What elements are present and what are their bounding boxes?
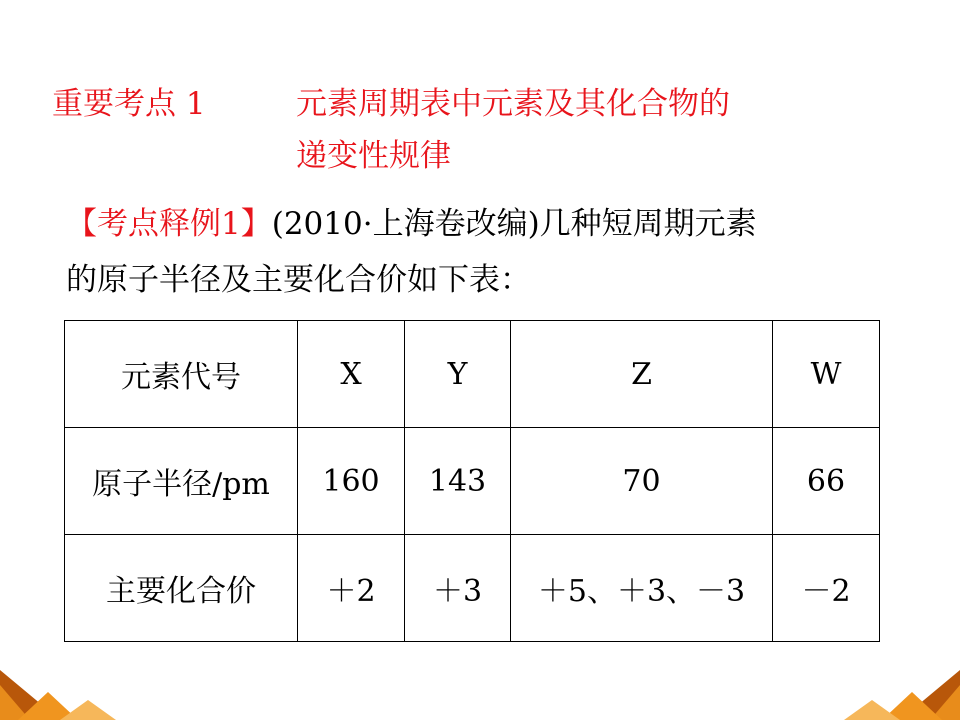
example-paragraph-line1 [66, 202, 757, 246]
table-row [65, 321, 880, 428]
element-table [64, 320, 880, 642]
table-cell: 主要化合价 [65, 535, 298, 642]
corner-decoration-right [810, 630, 960, 720]
table-cell: ＋2 [298, 535, 405, 642]
table-cell: 原子半径/pm [65, 428, 298, 535]
example-text-line2: 的原子半径及主要化合价如下表： [66, 262, 531, 298]
example-text-line1: (2010·上海卷改编)几种短周期元素 [271, 206, 757, 242]
table-cell: 70 [511, 428, 773, 535]
table-cell: 160 [298, 428, 405, 535]
table-row [65, 535, 880, 642]
table-cell: ＋5、＋3、－3 [511, 535, 773, 642]
table-cell: 143 [405, 428, 511, 535]
table-cell: Z [511, 321, 773, 428]
table-cell: ＋3 [405, 535, 511, 642]
table-cell: X [298, 321, 405, 428]
heading-title-line2: 递变性规律 [296, 138, 451, 174]
heading-title-line1: 元素周期表中元素及其化合物的 [296, 86, 730, 122]
example-tag: 【考点释例1】 [66, 206, 272, 242]
table-cell: －2 [773, 535, 880, 642]
table-cell: 元素代号 [65, 321, 298, 428]
corner-decoration-left [0, 630, 150, 720]
table-row [65, 428, 880, 535]
table-cell: Y [405, 321, 511, 428]
table-cell: 66 [773, 428, 880, 535]
heading-label: 重要考点 1 [52, 86, 206, 122]
table-cell: W [773, 321, 880, 428]
